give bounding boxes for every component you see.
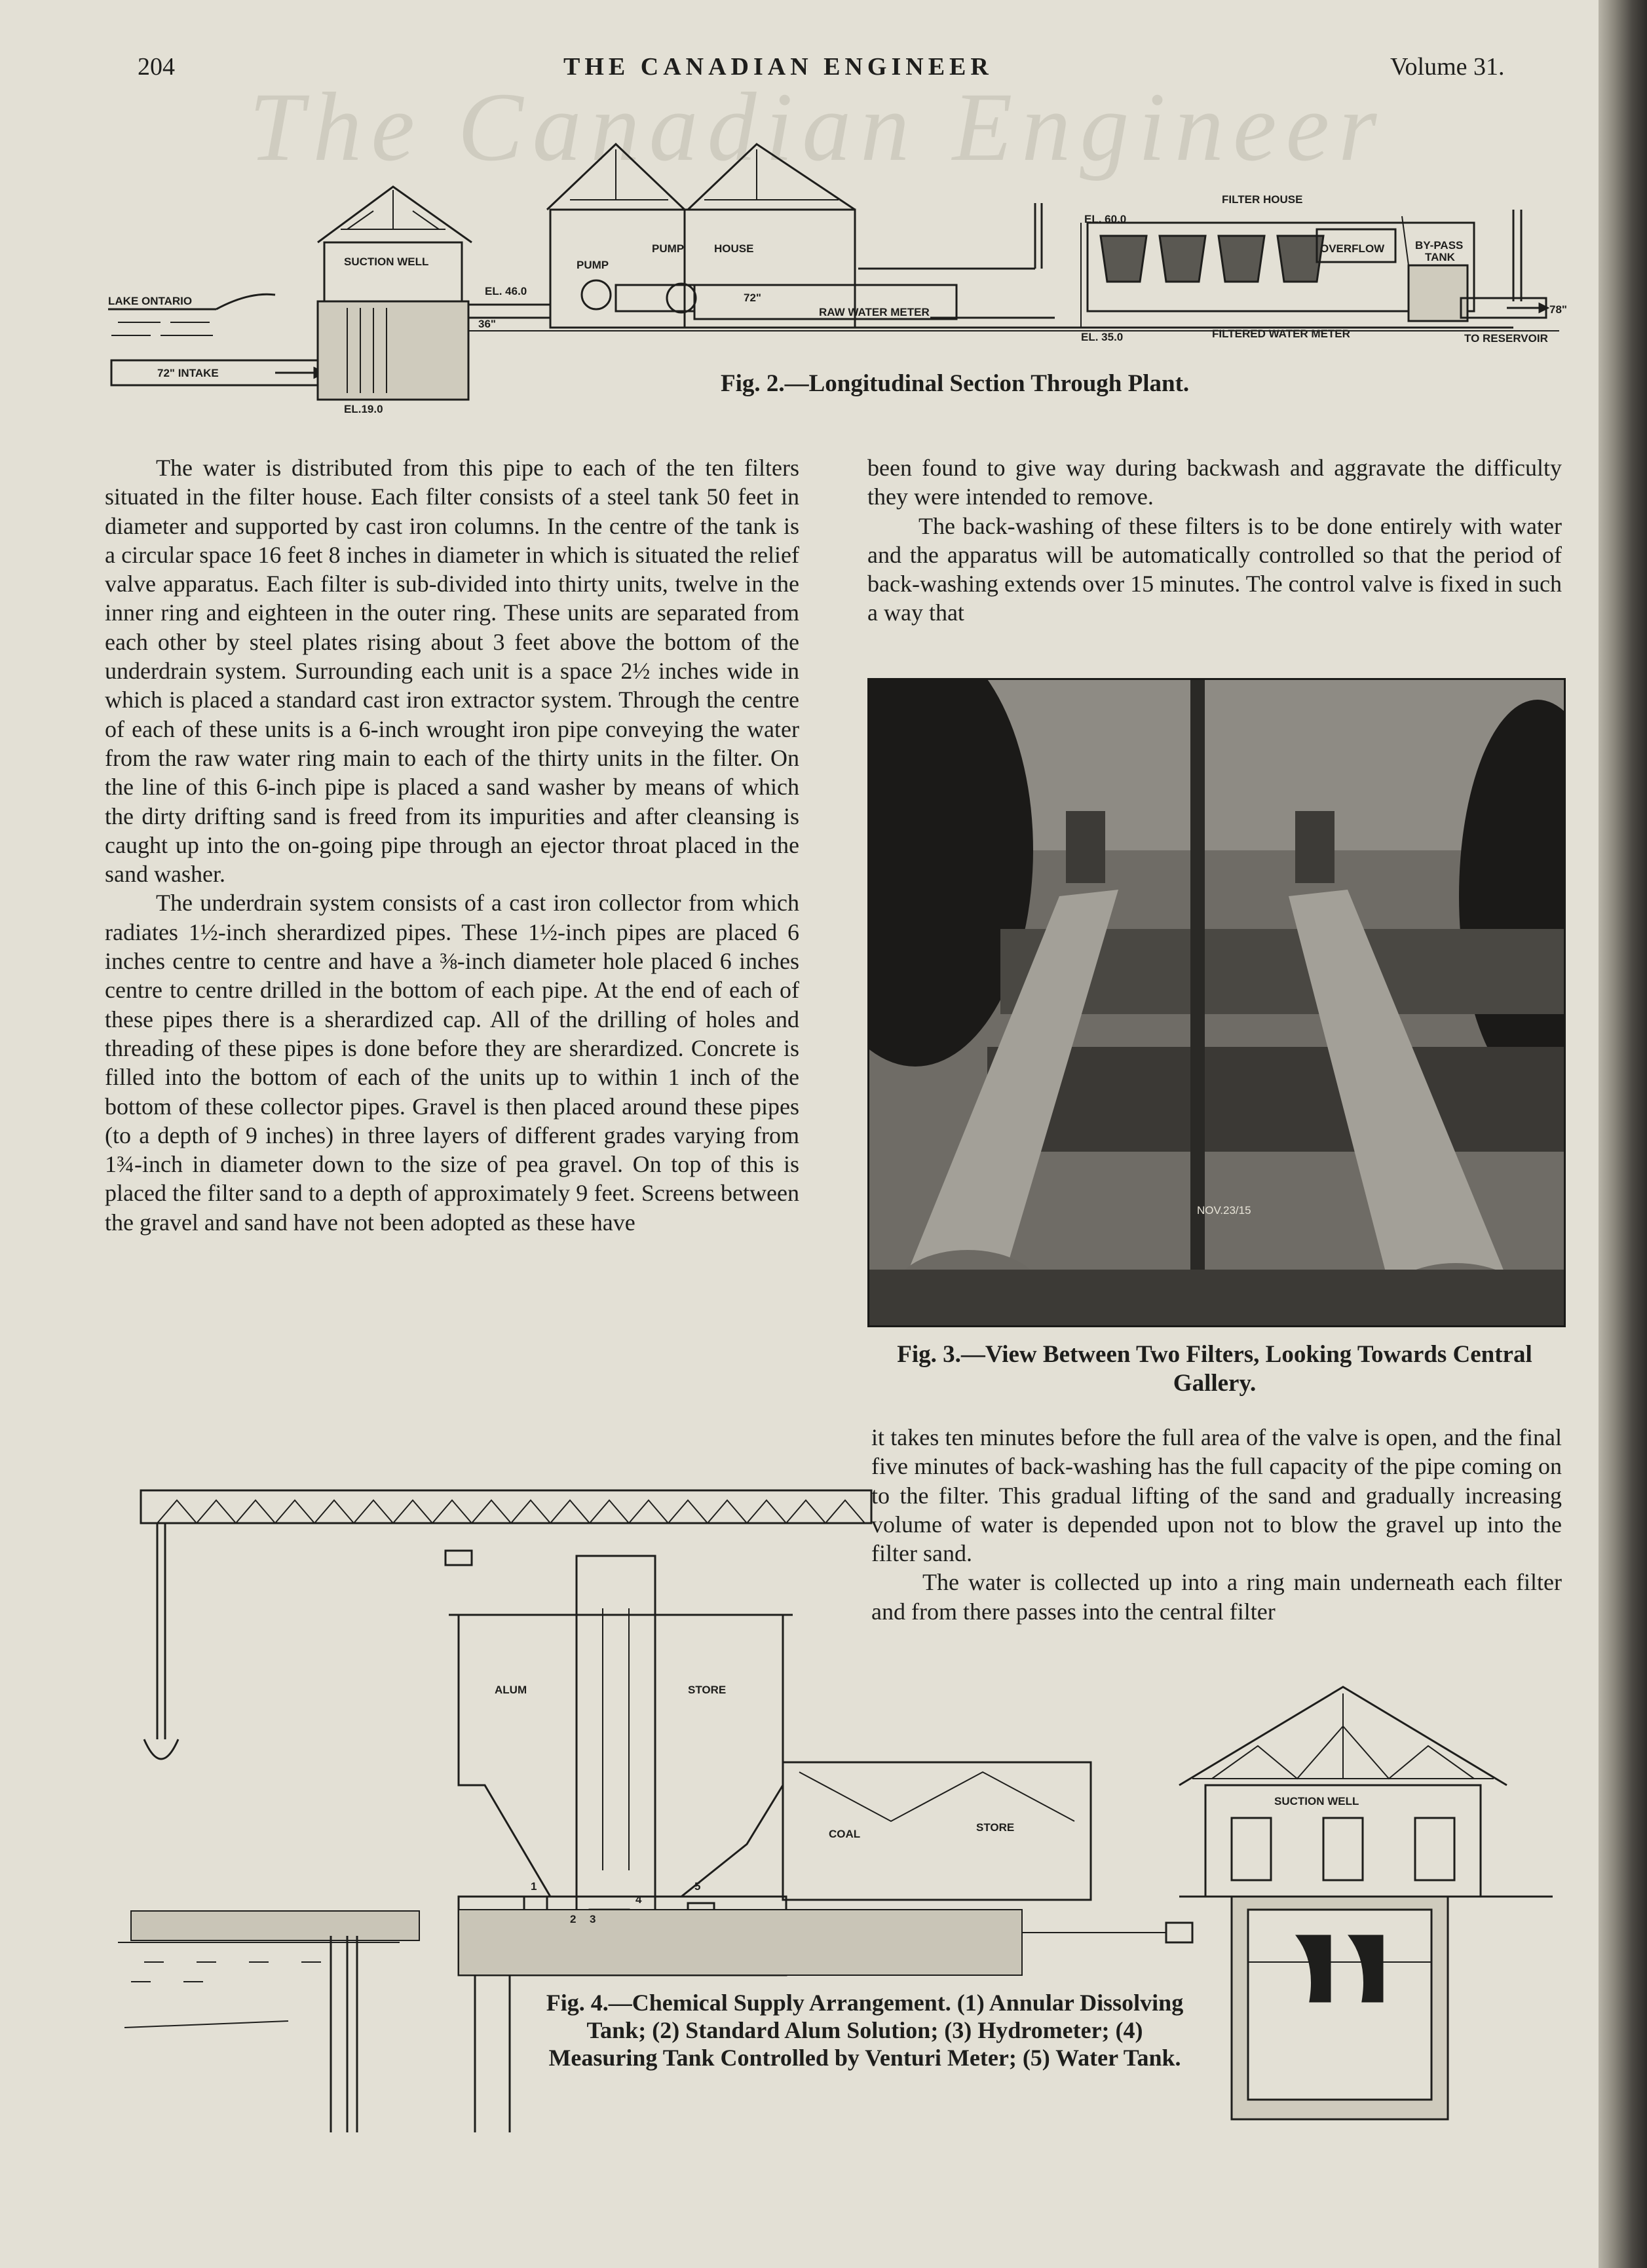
fig3-date-stamp: NOV.23/15 <box>1197 1204 1251 1217</box>
left-column <box>105 453 799 1237</box>
fig3-photograph <box>867 678 1566 1327</box>
journal-title: THE CANADIAN ENGINEER <box>563 53 993 81</box>
fig2-label-reservoir: TO RESERVOIR <box>1464 332 1548 345</box>
fig4-label-3: 3 <box>590 1913 596 1925</box>
fig2-label-el350: EL. 35.0 <box>1081 331 1124 343</box>
fig3-caption: Fig. 3.—View Between Two Filters, Looking Towards Central Gallery. <box>897 1341 1532 1397</box>
fig2-label-overflow: OVERFLOW <box>1320 242 1385 255</box>
paragraph: The back-washing of these filters is to be done entirely with water and the apparatus will be automatically controlled so that the period of back-washing extends over 15 minutes. The control valve is fixed in such a way that <box>867 512 1562 626</box>
fig2-label-pump-house-2: HOUSE <box>714 242 754 255</box>
fig2-label-bypass-2: TANK <box>1425 251 1455 263</box>
paragraph: The water is distributed from this pipe to each of the ten filters situated in the filter house. Each filter consists of a steel tank 50 feet in diameter and supported by cast iron columns. In the centre of the tank is a circular space 16 feet 8 inches in diameter in which is situated the relief valve apparatus. Each filter is sub-divided into thirty units, twelve in the inner ring and eighteen in the outer ring. These units are separated from each other by steel plates rising about 3 feet above the bottom of the underdrain system. Surrounding each unit is a space 2½ inches wide in which is placed a standard cast iron extractor system. Through the centre of each of these units is a 6-inch wrought iron pipe conveying the water from the raw water ring main to each of the thirty units in the filter. On the line of this 6-inch pipe is placed a sand washer by means of which the dirty drifting sand is freed from its impurities and after cleansing is caught up into the on-going pipe through an ejector throat placed in the sand washer. <box>105 455 799 888</box>
fig4-label-suction-well: SUCTION WELL <box>1274 1795 1359 1807</box>
fig4-label-alum: ALUM <box>495 1684 527 1696</box>
fig2-label-pump-house-1: PUMP <box>652 242 685 255</box>
fig4-label-store2: STORE <box>976 1821 1015 1834</box>
fig2-label-el600: EL. 60.0 <box>1084 213 1127 225</box>
bleed-through-watermark: The Canadian Engineer <box>249 73 1386 181</box>
fig2-label-suction-well: SUCTION WELL <box>344 255 429 268</box>
fig2-label-raw-meter: RAW WATER METER <box>819 306 930 318</box>
fig4-caption: Fig. 4.—Chemical Supply Arrangement. (1) Annular Dissolving Tank; (2) Standard Alum Solution; (3) Hydrometer; (4) Measuring Tank Controlled by Venturi Meter; (5) Water Tank. <box>546 1990 1184 2071</box>
fig2-label-lake: LAKE ONTARIO <box>108 295 193 307</box>
paragraph: The water is collected up into a ring main underneath each filter and from there passes into the central filter <box>871 1569 1562 1625</box>
paragraph: it takes ten minutes before the full area of the valve is open, and the final five minutes of back-washing has the full capacity of the pipe coming on to the filter. This gradual lifting of the sand and gradually increasing volume of water is depended upon not to blow the gravel up into the filter sand. <box>871 1424 1562 1567</box>
fig2-label-intake: 72" INTAKE <box>157 367 219 379</box>
fig2-label-filter-house: FILTER HOUSE <box>1222 193 1303 206</box>
fig4-label-5: 5 <box>694 1880 701 1893</box>
fig2-label-el190: EL.19.0 <box>344 403 383 415</box>
fig4-label-store: STORE <box>688 1684 727 1696</box>
fig4-label-4: 4 <box>635 1893 642 1906</box>
fig2-label-72: 72" <box>744 292 761 304</box>
fig2-label-filtered-meter: FILTERED WATER METER <box>1212 328 1350 340</box>
fig2-caption: Fig. 2.—Longitudinal Section Through Plant. <box>721 370 1190 397</box>
fig4-label-coal: COAL <box>829 1828 861 1840</box>
fig2-label-36: 36" <box>478 318 496 330</box>
volume-label: Volume 31. <box>1390 53 1505 81</box>
fig3-pipes-illustration <box>869 680 1564 1325</box>
fig4-label-2: 2 <box>570 1913 577 1925</box>
fig4-label-1: 1 <box>531 1880 537 1893</box>
book-gutter-shadow <box>1599 0 1647 2268</box>
fig2-label-pump: PUMP <box>577 259 609 271</box>
fig2-label-78: 78" <box>1549 303 1567 316</box>
fig2-label-el460: EL. 46.0 <box>485 285 527 297</box>
paragraph: The underdrain system consists of a cast iron collector from which radiates 1½-inch sherardized pipes. These 1½-inch pipes are placed 6 inches centre to centre and have a ⅜-inch diameter hole placed 6 inches centre to centre drilled in the bottom of each pipe. At the end of each of these pipes there is a sherardized cap. All of the drilling of holes and threading of these pipes is done before they are sherardized. Concrete is filled into the bottom of each of the units up to within 1 inch of the bottom of these collector pipes. Gravel is then placed around these pipes (to a depth of 9 inches) in three layers of different grades varying from 1¾-inch in diameter down to the size of pea gravel. On top of this is placed the filter sand to a depth of approximately 9 feet. Screens between the gravel and sand have not been adopted as these have <box>105 890 799 1236</box>
paragraph: been found to give way during backwash and aggravate the difficulty they were intended to remove. <box>867 455 1562 510</box>
fig2-label-bypass-1: BY-PASS <box>1415 239 1464 252</box>
right-column-top <box>867 453 1562 628</box>
page-number: 204 <box>138 53 175 81</box>
